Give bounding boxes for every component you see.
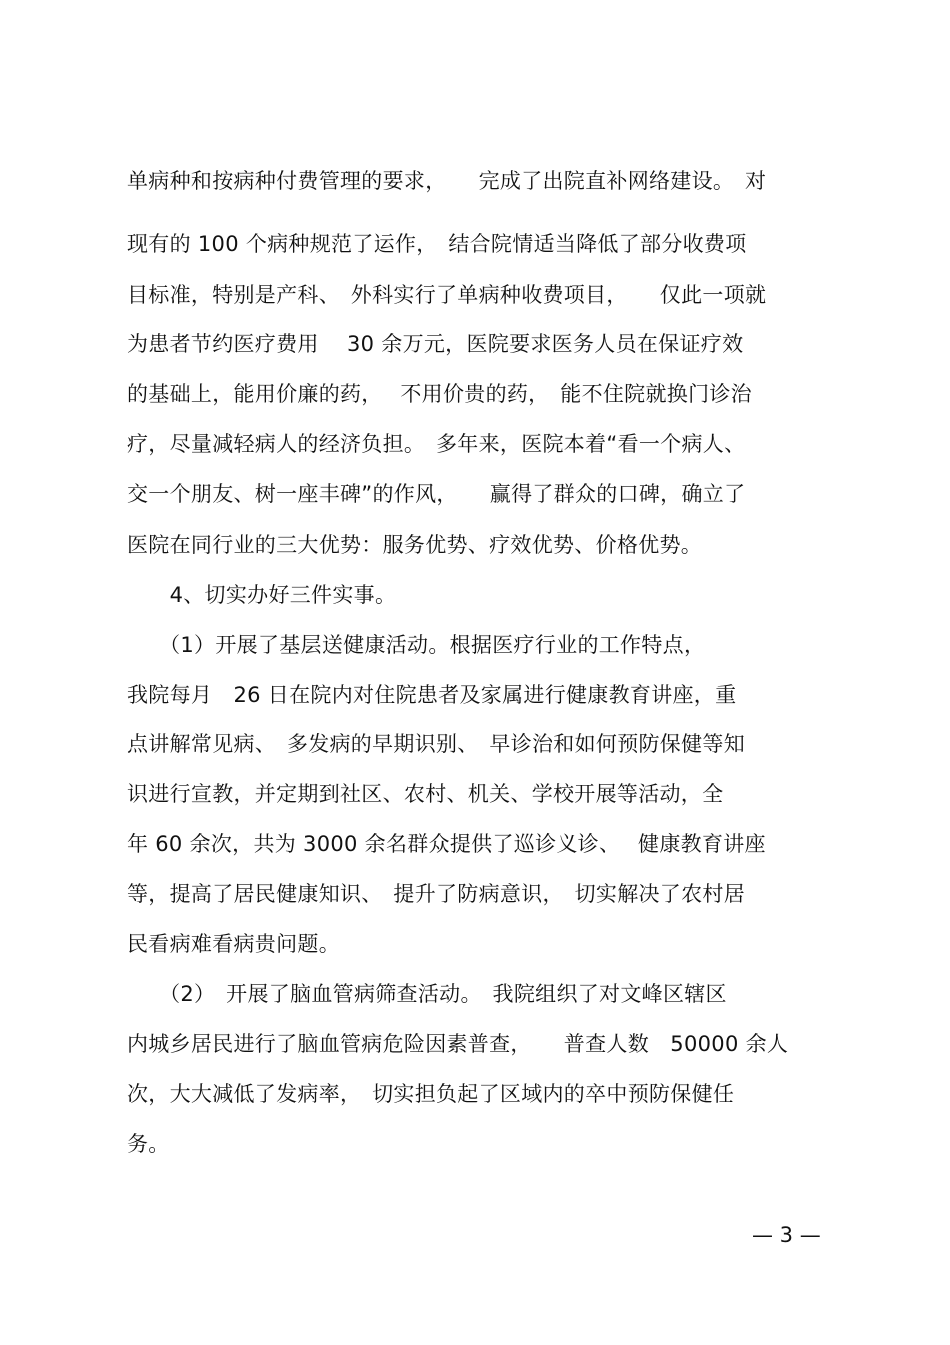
text-line: 务。 xyxy=(127,1132,170,1156)
text-line: 识进行宣教，并定期到社区、农村、机关、学校开展等活动，全 xyxy=(127,782,724,806)
page-number: — 3 — xyxy=(752,1223,821,1247)
text-line: 目标准，特别是产科、 外科实行了单病种收费项目， 仅此一项就 xyxy=(127,283,767,307)
text-line: （2） 开展了脑血管病筛查活动。 我院组织了对文峰区辖区 xyxy=(127,982,727,1006)
text-line: 单病种和按病种付费管理的要求， 完成了出院直补网络建设。 对 xyxy=(127,169,767,193)
text-line: 现有的 100 个病种规范了运作， 结合院情适当降低了部分收费项 xyxy=(127,232,747,256)
text-line: 的基础上，能用价廉的药， 不用价贵的药， 能不住院就换门诊治 xyxy=(127,382,752,406)
text-line: 我院每月 26 日在院内对住院患者及家属进行健康教育讲座，重 xyxy=(127,683,737,707)
text-line: 点讲解常见病、 多发病的早期识别、 早诊治和如何预防保健等知 xyxy=(127,732,745,756)
text-line: 医院在同行业的三大优势：服务优势、疗效优势、价格优势。 xyxy=(127,533,703,557)
section-heading: 4、切实办好三件实事。 xyxy=(127,583,397,607)
text-line: 交一个朋友、树一座丰碑”的作风， 赢得了群众的口碑，确立了 xyxy=(127,482,746,506)
text-line: 等，提高了居民健康知识、 提升了防病意识， 切实解决了农村居 xyxy=(127,882,745,906)
text-line: 内城乡居民进行了脑血管病危险因素普查， 普查人数 50000 余人 xyxy=(127,1032,789,1056)
text-line: 疗，尽量减轻病人的经济负担。 多年来，医院本着“看一个病人、 xyxy=(127,432,746,456)
text-line: 次，大大减低了发病率， 切实担负起了区域内的卒中预防保健任 xyxy=(127,1082,735,1106)
text-line: 年 60 余次，共为 3000 余名群众提供了巡诊义诊、 健康教育讲座 xyxy=(127,832,766,856)
text-line: （1）开展了基层送健康活动。根据医疗行业的工作特点， xyxy=(127,633,706,657)
text-line: 民看病难看病贵问题。 xyxy=(127,932,340,956)
text-line: 为患者节约医疗费用 30 余万元，医院要求医务人员在保证疗效 xyxy=(127,332,744,356)
